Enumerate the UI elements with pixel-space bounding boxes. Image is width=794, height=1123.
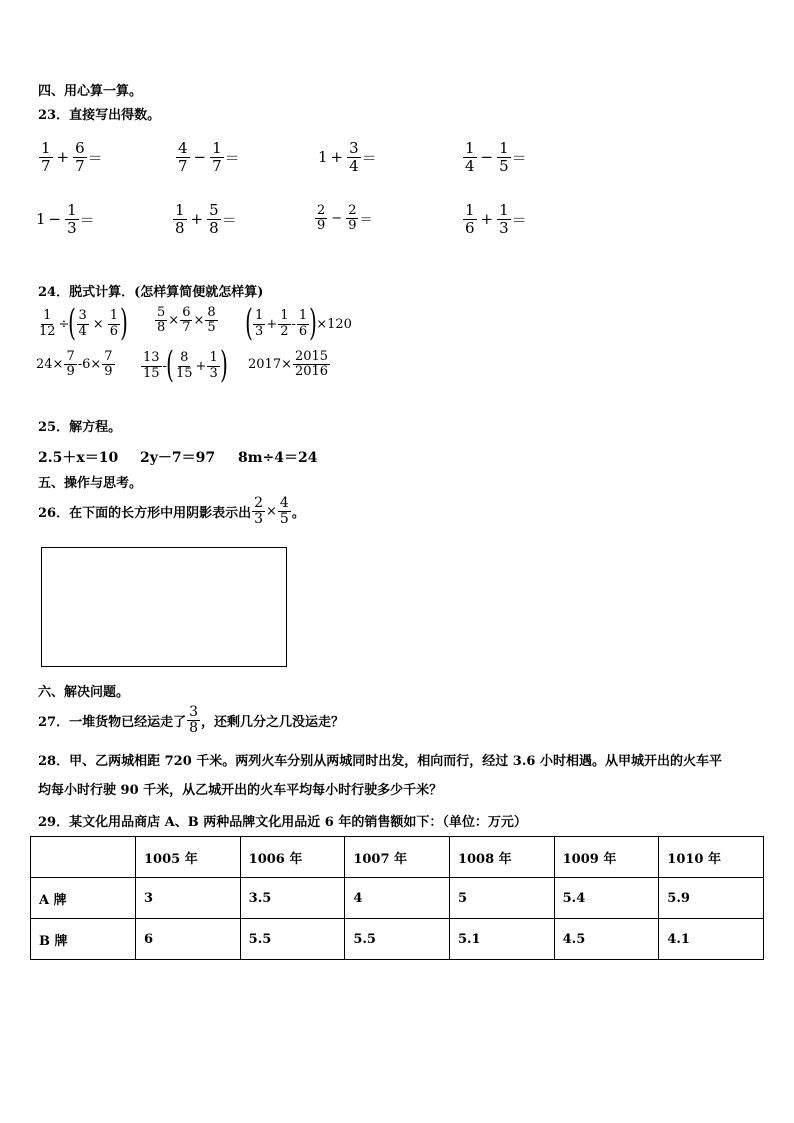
shading-rectangle (41, 547, 287, 667)
table-header-cell: 1005 年 (136, 837, 241, 878)
table-cell: 4.5 (554, 919, 659, 960)
table-cell: 5.1 (449, 919, 554, 960)
question-25: 25．解方程。 (38, 420, 122, 435)
q25-equation-1: 2.5＋x＝10 (38, 450, 119, 466)
q23-item-7: $\frac{2}{9}$ − $\frac{2}{9}$ ＝ (317, 203, 373, 234)
table-cell: 5.5 (345, 919, 450, 960)
q24-expr-5: $\frac{13}{15}$ - ( $\frac{8}{15}$ + $\frac{1}{3}$ ) (143, 345, 228, 386)
table-cell: 5.5 (240, 919, 345, 960)
q23-item-1: $\frac{1}{7}$ + $\frac{6}{7}$ ＝ (41, 139, 103, 175)
q23-item-4: $\frac{1}{4}$ − $\frac{1}{5}$ ＝ (465, 139, 527, 175)
question-24: 24．脱式计算．(怎样算简便就怎样算) (38, 285, 264, 300)
q23-item-3: 1 + $\frac{3}{4}$ ＝ (318, 139, 377, 175)
table-header-cell: 1008 年 (449, 837, 554, 878)
question-27: 27．一堆货物已经运走了 $\frac{3}{8}$ ，还剩几分之几没运走？ (38, 704, 345, 737)
section-5-heading: 五、操作与思考。 (38, 476, 143, 491)
table-cell: 5.4 (554, 878, 659, 919)
table-cell: A 牌 (31, 878, 136, 919)
table-cell: 4 (345, 878, 450, 919)
q23-item-2: $\frac{4}{7}$ − $\frac{1}{7}$ ＝ (178, 139, 240, 175)
table-header-cell: 1009 年 (554, 837, 659, 878)
question-26: 26．在下面的长方形中用阴影表示出 $\frac{2}{3}$ × $\frac{4}{5}$ 。 (38, 495, 305, 528)
question-29: 29．某文化用品商店 A、B 两种品牌文化用品近 6 年的销售额如下：（单位：万元） (38, 815, 527, 830)
table-header-row (31, 837, 764, 878)
table-cell: 3 (136, 878, 241, 919)
question-23: 23．直接写出得数。 (38, 108, 161, 123)
table-cell: 3.5 (240, 878, 345, 919)
table-cell: 6 (136, 919, 241, 960)
q25-equation-3: 8m÷4＝24 (238, 450, 318, 466)
table-header-cell: 1010 年 (659, 837, 764, 878)
table-header-cell (31, 837, 136, 878)
q23-item-5: 1 − $\frac{1}{3}$ ＝ (36, 201, 95, 237)
section-6-heading: 六、解决问题。 (38, 685, 130, 700)
table-cell: B 牌 (31, 919, 136, 960)
table-cell: 5 (449, 878, 554, 919)
q23-item-8: $\frac{1}{6}$ + $\frac{1}{3}$ ＝ (465, 201, 527, 237)
q23-item-6: $\frac{1}{8}$ + $\frac{5}{8}$ ＝ (175, 201, 237, 237)
q24-expr-6: 2017× $\frac{2015}{2016}$ (248, 349, 329, 380)
table-row (31, 919, 764, 960)
q24-expr-3: ( $\frac{1}{3}$ + $\frac{1}{2}$ - $\frac{1}{6}$ ) ×120 (245, 303, 352, 344)
question-28-line-1: 28．甲、乙两城相距 720 千米。两列火车分别从两城同时出发，相向而行，经过 3.6 小时相遇。从甲城开出的火车平 (38, 754, 722, 769)
table-cell: 4.1 (659, 919, 764, 960)
section-4-heading: 四、用心算一算。 (38, 84, 143, 99)
table-header-cell: 1006 年 (240, 837, 345, 878)
sales-table (30, 836, 764, 960)
table-cell: 5.9 (659, 878, 764, 919)
question-28-line-2: 均每小时行驶 90 千米，从乙城开出的火车平均每小时行驶多少千米？ (38, 783, 443, 798)
table-row (31, 878, 764, 919)
table-header-cell: 1007 年 (345, 837, 450, 878)
q24-expr-2: $\frac{5}{8}$ × $\frac{6}{7}$ × $\frac{8}{5}$ (157, 305, 216, 336)
q24-expr-1: $\frac{1}{12}$ ÷ ( $\frac{3}{4}$ × $\frac{1}{6}$ ) (39, 303, 128, 344)
q24-expr-4: 24× $\frac{7}{9}$ -6× $\frac{7}{9}$ (36, 349, 113, 380)
q25-equation-2: 2y－7＝97 (140, 450, 216, 466)
